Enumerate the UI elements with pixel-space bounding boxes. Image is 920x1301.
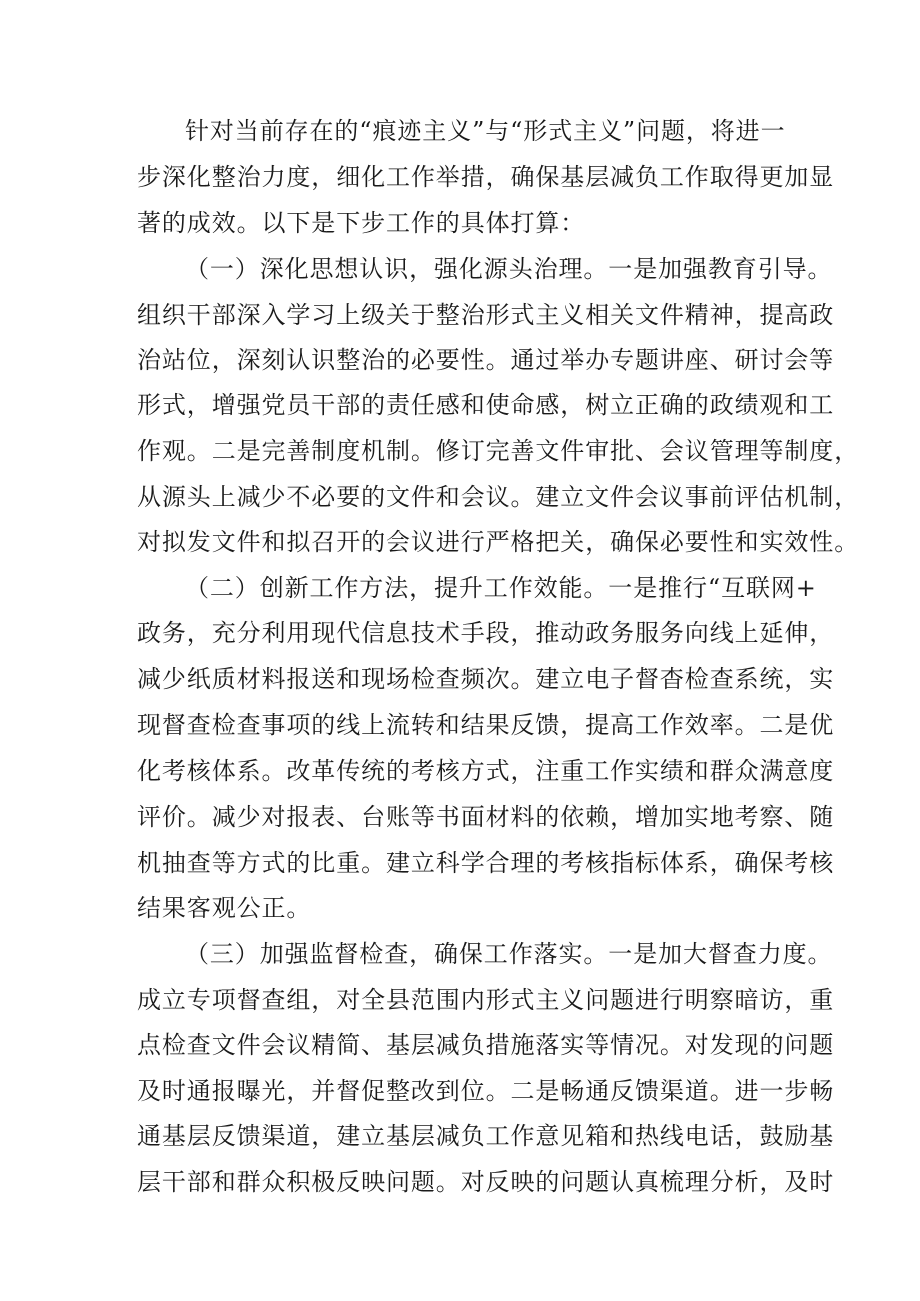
section-3-line-3: 点检查文件会议精简、基层减负措施落实等情况。对发现的问题 [137, 1031, 835, 1059]
section-3-line-5: 通基层反馈渠道，建立基层减负工作意见箱和热线电话，鼓励基 [137, 1122, 835, 1150]
section-1-line-3: 治站位，深刻认识整治的必要性。通过举办专题讲座、研讨会等 [137, 346, 835, 374]
section-1-line-6: 从源头上减少不必要的文件和会议。建立文件会议事前评估机制， [137, 483, 860, 511]
section-2-line-7: 机抽查等方式的比重。建立科学合理的考核指标体系，确保考核 [137, 849, 835, 877]
section-1-line-4: 形式，增强党员干部的责任感和使命感，树立正确的政绩观和工 [137, 391, 835, 419]
section-1-line-5: 作观。二是完善制度机制。修订完善文件审批、会议管理等制度， [137, 437, 860, 465]
paragraph-intro-line-3: 著的成效。以下是下步工作的具体打算： [137, 209, 586, 237]
section-1-line-1: （一）深化思想认识，强化源头治理。一是加强教育引导。 [185, 255, 833, 283]
section-2-line-2: 政务，充分利用现代信息技术手段，推动政务服务向线上延伸， [137, 619, 835, 647]
section-1-line-7: 对拟发文件和拟召开的会议进行严格把关，确保必要性和实效性。 [137, 528, 860, 556]
section-3-line-2: 成立专项督查组，对全县范围内形式主义问题进行明察暗访，重 [137, 986, 835, 1014]
section-2-line-1: （二）创新工作方法，提升工作效能。一是推行“互联网+ [185, 574, 817, 602]
paragraph-intro-line-2: 步深化整治力度，细化工作举措，确保基层减负工作取得更加显 [137, 163, 835, 191]
section-3-line-4: 及时通报曝光，并督促整改到位。二是畅通反馈渠道。进一步畅 [137, 1077, 835, 1105]
section-3-line-6: 层干部和群众积极反映问题。对反映的问题认真梳理分析，及时 [137, 1168, 835, 1196]
section-1-line-2: 组织干部深入学习上级关于整治形式主义相关文件精神，提高政 [137, 301, 835, 329]
section-3-line-1: （三）加强监督检查，确保工作落实。一是加大督查力度。 [185, 940, 833, 968]
section-2-line-4: 现督查检查事项的线上流转和结果反馈，提高工作效率。二是优 [137, 711, 835, 739]
section-2-line-6: 评价。减少对报表、台账等书面材料的依赖，增加实地考察、随 [137, 803, 835, 831]
section-2-line-8: 结果客观公正。 [137, 894, 312, 922]
section-2-line-5: 化考核体系。改革传统的考核方式，注重工作实绩和群众满意度 [137, 757, 835, 785]
paragraph-intro-line-1: 针对当前存在的“痕迹主义”与“形式主义”问题，将进一 [185, 117, 786, 145]
section-2-line-3: 减少纸质材料报送和现场检查频次。建立电子督杳检查系统，实 [137, 665, 835, 693]
